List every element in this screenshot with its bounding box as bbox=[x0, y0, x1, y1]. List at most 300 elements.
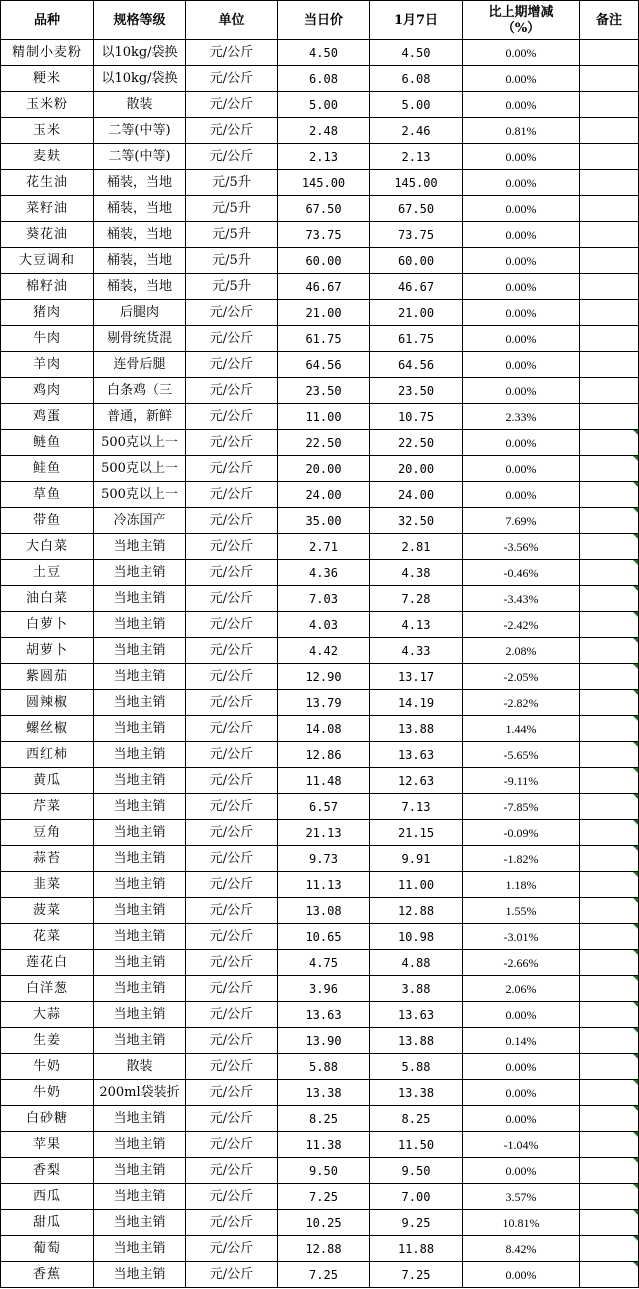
cell-name-text: 葡萄 bbox=[32, 1241, 61, 1256]
cell-prev-price-text: 2.81 bbox=[401, 539, 431, 554]
cell-prev-price-text: 60.00 bbox=[397, 253, 435, 268]
cell-spec bbox=[94, 404, 186, 430]
cell-name bbox=[1, 1184, 94, 1210]
comment-marker-icon bbox=[633, 1080, 638, 1085]
cell-unit-text: 元/公斤 bbox=[209, 981, 254, 996]
comment-marker-icon bbox=[633, 560, 638, 565]
cell-unit-text: 元/公斤 bbox=[209, 851, 254, 866]
cell-prev-price bbox=[370, 638, 463, 664]
cell-note bbox=[580, 326, 639, 352]
cell-today-price-text: 11.48 bbox=[305, 773, 342, 788]
cell-name-text: 西瓜 bbox=[32, 1189, 61, 1204]
cell-prev-price-text: 12.88 bbox=[397, 903, 435, 918]
cell-name bbox=[1, 40, 94, 66]
cell-today-price bbox=[278, 222, 370, 248]
cell-name-text: 西红柿 bbox=[25, 747, 68, 762]
cell-change bbox=[463, 1080, 580, 1106]
cell-unit-text: 元/公斤 bbox=[209, 669, 254, 684]
cell-unit-text: 元/公斤 bbox=[209, 487, 254, 502]
cell-change-text: 2.33% bbox=[505, 409, 537, 424]
cell-prev-price bbox=[370, 300, 463, 326]
comment-marker-icon bbox=[633, 924, 638, 929]
cell-name bbox=[1, 1210, 94, 1236]
cell-change bbox=[463, 820, 580, 846]
cell-today-price-text: 10.65 bbox=[305, 929, 342, 944]
cell-unit bbox=[186, 768, 278, 794]
cell-note bbox=[580, 1158, 639, 1184]
cell-spec-text: 剔骨统货混 bbox=[106, 331, 172, 346]
cell-note bbox=[580, 352, 639, 378]
cell-name-text: 大蒜 bbox=[32, 1007, 61, 1022]
cell-today-price bbox=[278, 196, 370, 222]
cell-unit-text: 元/公斤 bbox=[209, 1059, 254, 1074]
table-row bbox=[1, 1106, 639, 1132]
cell-change-text: -2.82% bbox=[503, 695, 539, 710]
cell-name bbox=[1, 66, 94, 92]
cell-unit bbox=[186, 1236, 278, 1262]
cell-spec bbox=[94, 508, 186, 534]
table-row bbox=[1, 638, 639, 664]
cell-note bbox=[580, 976, 639, 1002]
cell-prev-price bbox=[370, 1002, 463, 1028]
cell-unit bbox=[186, 872, 278, 898]
table-row bbox=[1, 586, 639, 612]
cell-change-text: -9.11% bbox=[503, 773, 539, 788]
comment-marker-icon bbox=[633, 1262, 638, 1267]
table-row bbox=[1, 508, 639, 534]
cell-note bbox=[580, 248, 639, 274]
cell-prev-price-text: 23.50 bbox=[397, 383, 435, 398]
cell-change-text: 0.00% bbox=[505, 1163, 537, 1178]
cell-prev-price-text: 11.00 bbox=[397, 877, 435, 892]
cell-unit-text: 元/公斤 bbox=[209, 71, 254, 86]
cell-change bbox=[463, 430, 580, 456]
cell-name-text: 生姜 bbox=[32, 1033, 61, 1048]
table-row bbox=[1, 66, 639, 92]
cell-spec bbox=[94, 612, 186, 638]
cell-unit-text: 元/公斤 bbox=[209, 955, 254, 970]
table-row bbox=[1, 820, 639, 846]
cell-unit bbox=[186, 976, 278, 1002]
cell-today-price bbox=[278, 664, 370, 690]
cell-today-price bbox=[278, 1210, 370, 1236]
cell-prev-price bbox=[370, 1158, 463, 1184]
table-row bbox=[1, 404, 639, 430]
cell-today-price-text: 11.38 bbox=[305, 1137, 342, 1152]
cell-unit bbox=[186, 716, 278, 742]
cell-spec-text: 当地主销 bbox=[113, 617, 166, 632]
cell-spec-text: 当地主销 bbox=[113, 565, 166, 580]
cell-today-price-text: 2.71 bbox=[309, 539, 338, 554]
cell-spec bbox=[94, 742, 186, 768]
cell-spec-text: 当地主销 bbox=[113, 747, 166, 762]
cell-name bbox=[1, 274, 94, 300]
cell-spec-text: 500克以上一 bbox=[101, 461, 178, 476]
cell-prev-price bbox=[370, 404, 463, 430]
cell-note bbox=[580, 1210, 639, 1236]
cell-change-text: 0.00% bbox=[505, 383, 537, 398]
cell-name bbox=[1, 898, 94, 924]
cell-today-price bbox=[278, 638, 370, 664]
header-unit: 单位 bbox=[186, 1, 278, 40]
cell-unit-text: 元/公斤 bbox=[209, 123, 254, 138]
cell-unit bbox=[186, 1184, 278, 1210]
cell-change bbox=[463, 66, 580, 92]
cell-change bbox=[463, 794, 580, 820]
cell-today-price-text: 2.48 bbox=[309, 123, 338, 138]
cell-spec bbox=[94, 976, 186, 1002]
comment-marker-icon bbox=[633, 1106, 638, 1111]
cell-name bbox=[1, 430, 94, 456]
cell-unit bbox=[186, 196, 278, 222]
cell-spec bbox=[94, 1132, 186, 1158]
cell-today-price-text: 6.08 bbox=[309, 71, 338, 86]
cell-spec bbox=[94, 196, 186, 222]
comment-marker-icon bbox=[633, 664, 638, 669]
cell-spec bbox=[94, 820, 186, 846]
cell-note bbox=[580, 404, 639, 430]
cell-name bbox=[1, 612, 94, 638]
cell-prev-price-text: 8.25 bbox=[401, 1111, 431, 1126]
cell-name-text: 棉籽油 bbox=[25, 279, 68, 294]
comment-marker-icon bbox=[633, 716, 638, 721]
cell-change bbox=[463, 118, 580, 144]
cell-name bbox=[1, 534, 94, 560]
cell-today-price bbox=[278, 456, 370, 482]
cell-prev-price bbox=[370, 898, 463, 924]
cell-prev-price-text: 13.88 bbox=[397, 721, 435, 736]
table-row bbox=[1, 40, 639, 66]
cell-change bbox=[463, 352, 580, 378]
cell-change-text: -3.01% bbox=[503, 929, 539, 944]
cell-note bbox=[580, 456, 639, 482]
table-row bbox=[1, 144, 639, 170]
cell-prev-price-text: 6.08 bbox=[401, 71, 431, 86]
cell-name-text: 带鱼 bbox=[32, 513, 61, 528]
cell-name-text: 土豆 bbox=[32, 565, 61, 580]
cell-change-text: -3.56% bbox=[503, 539, 539, 554]
cell-change bbox=[463, 534, 580, 560]
cell-note bbox=[580, 560, 639, 586]
cell-change-text: 0.00% bbox=[505, 357, 537, 372]
cell-unit-text: 元/5升 bbox=[212, 175, 251, 190]
cell-change-text: 0.00% bbox=[505, 1059, 537, 1074]
cell-spec-text: 200ml袋装折 bbox=[99, 1085, 180, 1100]
cell-spec bbox=[94, 40, 186, 66]
cell-today-price bbox=[278, 1054, 370, 1080]
cell-change bbox=[463, 40, 580, 66]
cell-unit-text: 元/公斤 bbox=[209, 773, 254, 788]
cell-unit-text: 元/公斤 bbox=[209, 1189, 254, 1204]
cell-prev-price-text: 13.63 bbox=[397, 747, 435, 762]
cell-unit bbox=[186, 560, 278, 586]
table-row bbox=[1, 300, 639, 326]
cell-unit-text: 元/公斤 bbox=[209, 1007, 254, 1022]
cell-prev-price-text: 13.38 bbox=[397, 1085, 435, 1100]
cell-prev-price-text: 7.28 bbox=[401, 591, 431, 606]
cell-name-text: 大豆调和 bbox=[18, 253, 75, 268]
cell-note bbox=[580, 768, 639, 794]
cell-prev-price bbox=[370, 742, 463, 768]
cell-unit bbox=[186, 534, 278, 560]
cell-name-text: 苹果 bbox=[32, 1137, 61, 1152]
cell-note bbox=[580, 612, 639, 638]
cell-name-text: 玉米粉 bbox=[25, 97, 68, 112]
cell-spec-text: 散装 bbox=[126, 1059, 153, 1074]
cell-note bbox=[580, 378, 639, 404]
comment-marker-icon bbox=[633, 950, 638, 955]
comment-marker-icon bbox=[633, 742, 638, 747]
cell-prev-price bbox=[370, 716, 463, 742]
cell-note bbox=[580, 430, 639, 456]
cell-today-price bbox=[278, 404, 370, 430]
table-row bbox=[1, 898, 639, 924]
cell-prev-price bbox=[370, 456, 463, 482]
cell-change bbox=[463, 560, 580, 586]
comment-marker-icon bbox=[633, 1132, 638, 1137]
cell-unit-text: 元/公斤 bbox=[209, 305, 254, 320]
cell-spec bbox=[94, 794, 186, 820]
cell-spec-text: 二等(中等) bbox=[108, 149, 171, 164]
cell-spec-text: 当地主销 bbox=[113, 1111, 166, 1126]
cell-unit-text: 元/公斤 bbox=[209, 97, 254, 112]
cell-prev-price bbox=[370, 1080, 463, 1106]
cell-today-price-text: 7.03 bbox=[309, 591, 338, 606]
cell-unit-text: 元/公斤 bbox=[209, 695, 254, 710]
cell-spec-text: 当地主销 bbox=[113, 695, 166, 710]
cell-name bbox=[1, 1236, 94, 1262]
cell-change-text: 1.55% bbox=[505, 903, 537, 918]
cell-spec-text: 500克以上一 bbox=[101, 487, 178, 502]
cell-prev-price bbox=[370, 1262, 463, 1288]
cell-name bbox=[1, 326, 94, 352]
cell-note bbox=[580, 1184, 639, 1210]
cell-prev-price-text: 22.50 bbox=[397, 435, 435, 450]
cell-prev-price-text: 4.38 bbox=[401, 565, 431, 580]
cell-today-price-text: 8.25 bbox=[309, 1111, 338, 1126]
cell-spec bbox=[94, 872, 186, 898]
cell-spec-text: 当地主销 bbox=[113, 1189, 166, 1204]
cell-prev-price bbox=[370, 196, 463, 222]
cell-today-price bbox=[278, 92, 370, 118]
cell-name bbox=[1, 560, 94, 586]
cell-change bbox=[463, 924, 580, 950]
cell-change bbox=[463, 716, 580, 742]
cell-name bbox=[1, 378, 94, 404]
cell-today-price-text: 6.57 bbox=[309, 799, 338, 814]
table-row bbox=[1, 118, 639, 144]
cell-name bbox=[1, 742, 94, 768]
cell-spec bbox=[94, 716, 186, 742]
cell-spec-text: 桶装，当地 bbox=[106, 253, 172, 268]
comment-marker-icon bbox=[633, 456, 638, 461]
cell-unit-text: 元/公斤 bbox=[209, 45, 254, 60]
cell-change-text: 0.81% bbox=[505, 123, 537, 138]
cell-today-price-text: 4.50 bbox=[309, 45, 338, 60]
cell-today-price bbox=[278, 820, 370, 846]
cell-prev-price-text: 10.98 bbox=[397, 929, 435, 944]
cell-spec bbox=[94, 586, 186, 612]
cell-unit-text: 元/公斤 bbox=[209, 539, 254, 554]
cell-unit-text: 元/公斤 bbox=[209, 877, 254, 892]
cell-change bbox=[463, 976, 580, 1002]
cell-today-price bbox=[278, 352, 370, 378]
cell-today-price-text: 23.50 bbox=[305, 383, 342, 398]
cell-unit bbox=[186, 950, 278, 976]
cell-prev-price bbox=[370, 950, 463, 976]
cell-prev-price bbox=[370, 66, 463, 92]
cell-change-text: 0.00% bbox=[505, 1267, 537, 1282]
cell-change bbox=[463, 378, 580, 404]
cell-spec-text: 当地主销 bbox=[113, 799, 166, 814]
cell-name-text: 紫圆茄 bbox=[25, 669, 68, 684]
header-prev-price: 1月7日 bbox=[370, 1, 463, 40]
cell-spec bbox=[94, 560, 186, 586]
cell-unit bbox=[186, 456, 278, 482]
cell-today-price bbox=[278, 950, 370, 976]
cell-change-text: 0.00% bbox=[505, 279, 537, 294]
cell-prev-price bbox=[370, 144, 463, 170]
cell-unit bbox=[186, 352, 278, 378]
cell-unit-text: 元/5升 bbox=[212, 227, 251, 242]
header-spec: 规格等级 bbox=[94, 1, 186, 40]
comment-marker-icon bbox=[633, 1054, 638, 1059]
table-row bbox=[1, 1158, 639, 1184]
cell-prev-price-text: 4.88 bbox=[401, 955, 431, 970]
cell-name-text: 鸡肉 bbox=[32, 383, 61, 398]
cell-unit-text: 元/公斤 bbox=[209, 1267, 254, 1282]
table-row bbox=[1, 664, 639, 690]
cell-change-text: 7.69% bbox=[505, 513, 537, 528]
cell-note bbox=[580, 638, 639, 664]
cell-name-text: 豆角 bbox=[32, 825, 61, 840]
cell-name bbox=[1, 300, 94, 326]
comment-marker-icon bbox=[633, 768, 638, 773]
cell-spec bbox=[94, 898, 186, 924]
cell-name bbox=[1, 976, 94, 1002]
cell-unit-text: 元/公斤 bbox=[209, 513, 254, 528]
cell-spec bbox=[94, 1028, 186, 1054]
cell-prev-price-text: 5.00 bbox=[401, 97, 431, 112]
cell-change bbox=[463, 1236, 580, 1262]
cell-change bbox=[463, 638, 580, 664]
cell-today-price bbox=[278, 872, 370, 898]
table-row bbox=[1, 1236, 639, 1262]
cell-spec-text: 桶装，当地 bbox=[106, 175, 172, 190]
comment-marker-icon bbox=[633, 820, 638, 825]
cell-name bbox=[1, 1054, 94, 1080]
cell-prev-price-text: 9.25 bbox=[401, 1215, 431, 1230]
cell-unit-text: 元/公斤 bbox=[209, 721, 254, 736]
table-row bbox=[1, 1262, 639, 1288]
cell-unit bbox=[186, 1028, 278, 1054]
cell-spec-text: 以10kg/袋换 bbox=[101, 45, 178, 60]
cell-today-price-text: 13.79 bbox=[305, 695, 342, 710]
cell-today-price-text: 4.36 bbox=[309, 565, 338, 580]
cell-note bbox=[580, 92, 639, 118]
cell-unit bbox=[186, 404, 278, 430]
comment-marker-icon bbox=[633, 898, 638, 903]
cell-spec bbox=[94, 534, 186, 560]
cell-unit bbox=[186, 898, 278, 924]
cell-note bbox=[580, 66, 639, 92]
cell-unit-text: 元/公斤 bbox=[209, 461, 254, 476]
cell-change-text: 0.00% bbox=[505, 71, 537, 86]
cell-spec bbox=[94, 248, 186, 274]
cell-change-text: -2.05% bbox=[503, 669, 539, 684]
cell-unit-text: 元/5升 bbox=[212, 201, 251, 216]
cell-change bbox=[463, 196, 580, 222]
cell-unit-text: 元/公斤 bbox=[209, 357, 254, 372]
cell-spec bbox=[94, 638, 186, 664]
cell-today-price bbox=[278, 794, 370, 820]
cell-name bbox=[1, 248, 94, 274]
cell-prev-price-text: 21.15 bbox=[397, 825, 435, 840]
cell-unit-text: 元/公斤 bbox=[209, 1085, 254, 1100]
cell-spec-text: 当地主销 bbox=[113, 669, 166, 684]
cell-unit bbox=[186, 1132, 278, 1158]
cell-today-price bbox=[278, 40, 370, 66]
comment-marker-icon bbox=[633, 1002, 638, 1007]
cell-unit bbox=[186, 482, 278, 508]
cell-name bbox=[1, 1106, 94, 1132]
cell-change bbox=[463, 1132, 580, 1158]
cell-prev-price-text: 20.00 bbox=[397, 461, 435, 476]
cell-spec-text: 桶装，当地 bbox=[106, 279, 172, 294]
cell-prev-price bbox=[370, 612, 463, 638]
cell-note bbox=[580, 820, 639, 846]
cell-name bbox=[1, 196, 94, 222]
cell-note bbox=[580, 196, 639, 222]
cell-name bbox=[1, 1028, 94, 1054]
cell-today-price bbox=[278, 716, 370, 742]
cell-name bbox=[1, 846, 94, 872]
cell-name bbox=[1, 872, 94, 898]
cell-unit-text: 元/公斤 bbox=[209, 331, 254, 346]
cell-prev-price-text: 2.46 bbox=[401, 123, 431, 138]
cell-spec bbox=[94, 326, 186, 352]
table-row bbox=[1, 1132, 639, 1158]
cell-spec-text: 当地主销 bbox=[113, 1267, 166, 1282]
cell-prev-price-text: 32.50 bbox=[397, 513, 435, 528]
cell-unit-text: 元/公斤 bbox=[209, 643, 254, 658]
cell-spec-text: 当地主销 bbox=[113, 591, 166, 606]
table-row bbox=[1, 924, 639, 950]
cell-spec bbox=[94, 1106, 186, 1132]
cell-spec bbox=[94, 378, 186, 404]
cell-today-price-text: 13.63 bbox=[305, 1007, 342, 1022]
cell-name bbox=[1, 456, 94, 482]
cell-spec bbox=[94, 1262, 186, 1288]
cell-name-text: 香蕉 bbox=[32, 1267, 61, 1282]
cell-name-text: 菜籽油 bbox=[25, 201, 68, 216]
table-row bbox=[1, 716, 639, 742]
table-row bbox=[1, 560, 639, 586]
comment-marker-icon bbox=[633, 846, 638, 851]
cell-name bbox=[1, 508, 94, 534]
cell-today-price-text: 5.00 bbox=[309, 97, 338, 112]
cell-change-text: 0.00% bbox=[505, 435, 537, 450]
comment-marker-icon bbox=[633, 612, 638, 617]
cell-prev-price bbox=[370, 1236, 463, 1262]
cell-today-price-text: 4.03 bbox=[309, 617, 338, 632]
cell-prev-price bbox=[370, 768, 463, 794]
cell-prev-price-text: 9.91 bbox=[401, 851, 431, 866]
cell-prev-price bbox=[370, 118, 463, 144]
cell-prev-price bbox=[370, 92, 463, 118]
cell-today-price-text: 46.67 bbox=[305, 279, 342, 294]
cell-spec-text: 当地主销 bbox=[113, 721, 166, 736]
